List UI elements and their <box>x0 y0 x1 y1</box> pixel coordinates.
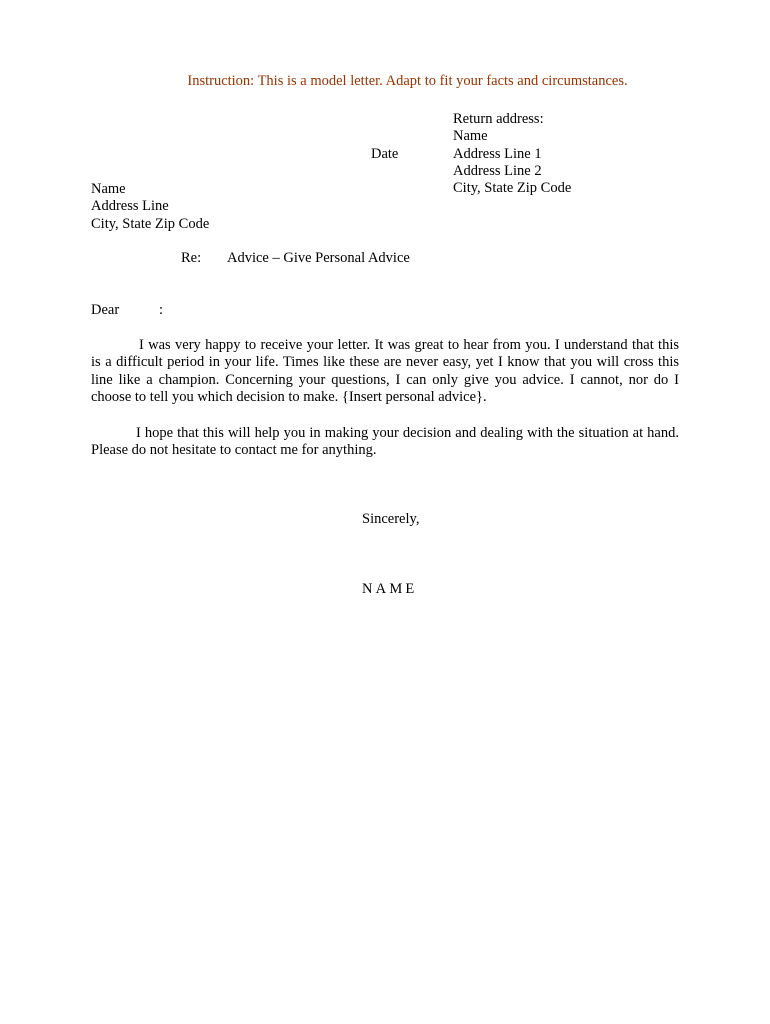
recipient-address-block <box>91 181 209 233</box>
return-address-line-2: Address Line 2 <box>453 162 542 179</box>
re-label: Re: <box>181 250 202 266</box>
re-subject: Advice – Give Personal Advice <box>227 250 410 266</box>
return-address-city-state-zip: City, State Zip Code <box>453 180 572 197</box>
return-address-line-1: Address Line 1 <box>453 145 542 162</box>
recipient-name: Name <box>91 181 126 197</box>
instruction-note: Instruction: This is a model letter. Adapt to fit your facts and circumstances. <box>187 73 628 89</box>
salutation: Dear <box>91 302 120 318</box>
return-address-name: Name <box>453 128 488 145</box>
salutation-colon: : <box>159 302 164 318</box>
recipient-city-state-zip: City, State Zip Code <box>91 215 210 232</box>
body-paragraph-1: I was very happy to receive your letter. It was great to hear from you. I understand that this is a difficult period in your life. Times like these are never easy, yet I know that you will cross this line like a champion. Concerning your questions, I can only give you advice. I cannot, nor do I choose to tell you which decision to make. {Insert personal advice}. <box>91 337 679 405</box>
date-field: Date <box>371 146 399 162</box>
return-address-heading: Return address: <box>453 111 544 127</box>
recipient-address-line: Address Line <box>91 198 169 215</box>
signature-name: NAME <box>362 581 418 597</box>
closing: Sincerely, <box>362 511 420 527</box>
body-paragraph-2: I hope that this will help you in making your decision and dealing with the situation at hand. Please do not hesitate to contact me for anything. <box>91 425 679 459</box>
return-address-block <box>453 111 571 197</box>
